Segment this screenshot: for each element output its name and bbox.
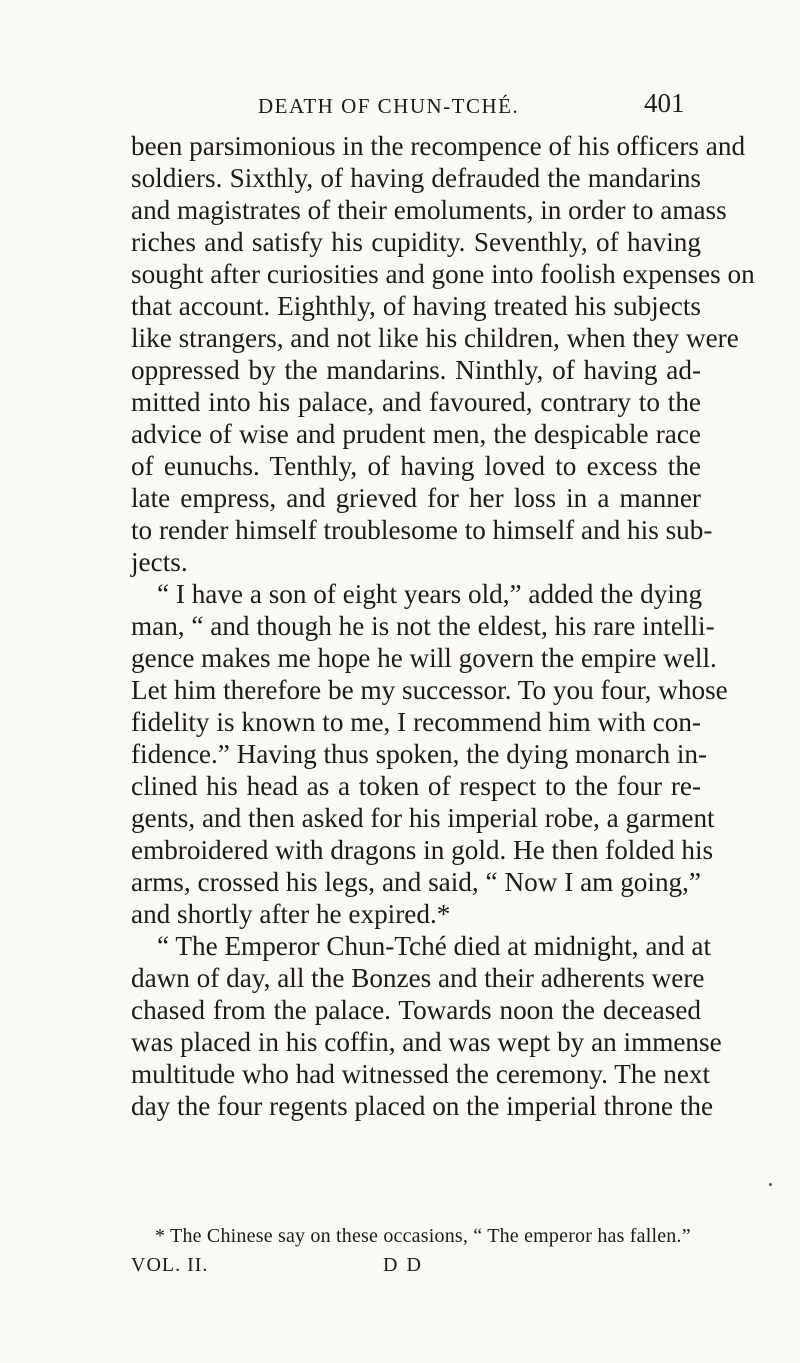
text-line: advice of wise and prudent men, the despicable race [131, 419, 701, 449]
text-line: clined his head as a token of respect to the four re- [131, 771, 701, 801]
text-line: chased from the palace. Towards noon the deceased [131, 995, 701, 1025]
text-line: fidence.” Having thus spoken, the dying monarch in- [131, 739, 708, 769]
text-line: man, “ and though he is not the eldest, his rare intelli- [131, 611, 715, 641]
text-line: gents, and then asked for his imperial robe, a garment [131, 803, 715, 833]
text-line: jects. [131, 547, 188, 577]
text-line: dawn of day, all the Bonzes and their adherents were [131, 963, 705, 993]
text-line: day the four regents placed on the imperial throne the [131, 1091, 714, 1121]
paper-speck [769, 1183, 772, 1186]
text-line: gence makes me hope he will govern the empire well. [131, 643, 717, 673]
text-line: and magistrates of their emoluments, in order to amass [131, 195, 727, 225]
text-line: fidelity is known to me, I recommend him with con- [131, 707, 701, 737]
text-line: arms, crossed his legs, and said, “ Now I am going,” [131, 867, 701, 897]
text-line: “ The Emperor Chun-Tché died at midnight, and at [157, 931, 712, 961]
text-line: multitude who had witnessed the ceremony. The next [131, 1059, 711, 1089]
text-line: Let him therefore be my successor. To you four, whose [131, 675, 728, 705]
text-line: like strangers, and not like his children, when they were [131, 323, 739, 353]
text-line: and shortly after he expired.* [131, 899, 451, 929]
text-line: to render himself troublesome to himself and his sub- [131, 515, 713, 545]
text-line: sought after curiosities and gone into foolish expenses on [131, 259, 755, 289]
text-line: was placed in his coffin, and was wept by an immense [131, 1027, 722, 1057]
signature-letters: D D [383, 1254, 423, 1276]
volume-mark: VOL. II. [131, 1254, 209, 1276]
text-line: soldiers. Sixthly, of having defrauded the mandarins [131, 163, 701, 193]
text-line: that account. Eighthly, of having treated his subjects [131, 291, 701, 321]
footnote: * The Chinese say on these occasions, “ The emperor has fallen.” [155, 1225, 691, 1247]
text-line: mitted into his palace, and favoured, contrary to the [131, 387, 701, 417]
text-line: been parsimonious in the recompence of his officers and [131, 131, 746, 161]
running-title: DEATH OF CHUN-TCHÉ. [258, 94, 520, 118]
text-line: oppressed by the mandarins. Ninthly, of having ad- [131, 355, 701, 385]
text-line: “ I have a son of eight years old,” added the dying [157, 579, 703, 609]
text-line: embroidered with dragons in gold. He then folded his [131, 835, 714, 865]
text-line: late empress, and grieved for her loss in a manner [131, 483, 701, 513]
text-line: riches and satisfy his cupidity. Seventhly, of having [131, 227, 701, 257]
text-line: of eunuchs. Tenthly, of having loved to excess the [131, 451, 701, 481]
page-number: 401 [644, 88, 685, 118]
